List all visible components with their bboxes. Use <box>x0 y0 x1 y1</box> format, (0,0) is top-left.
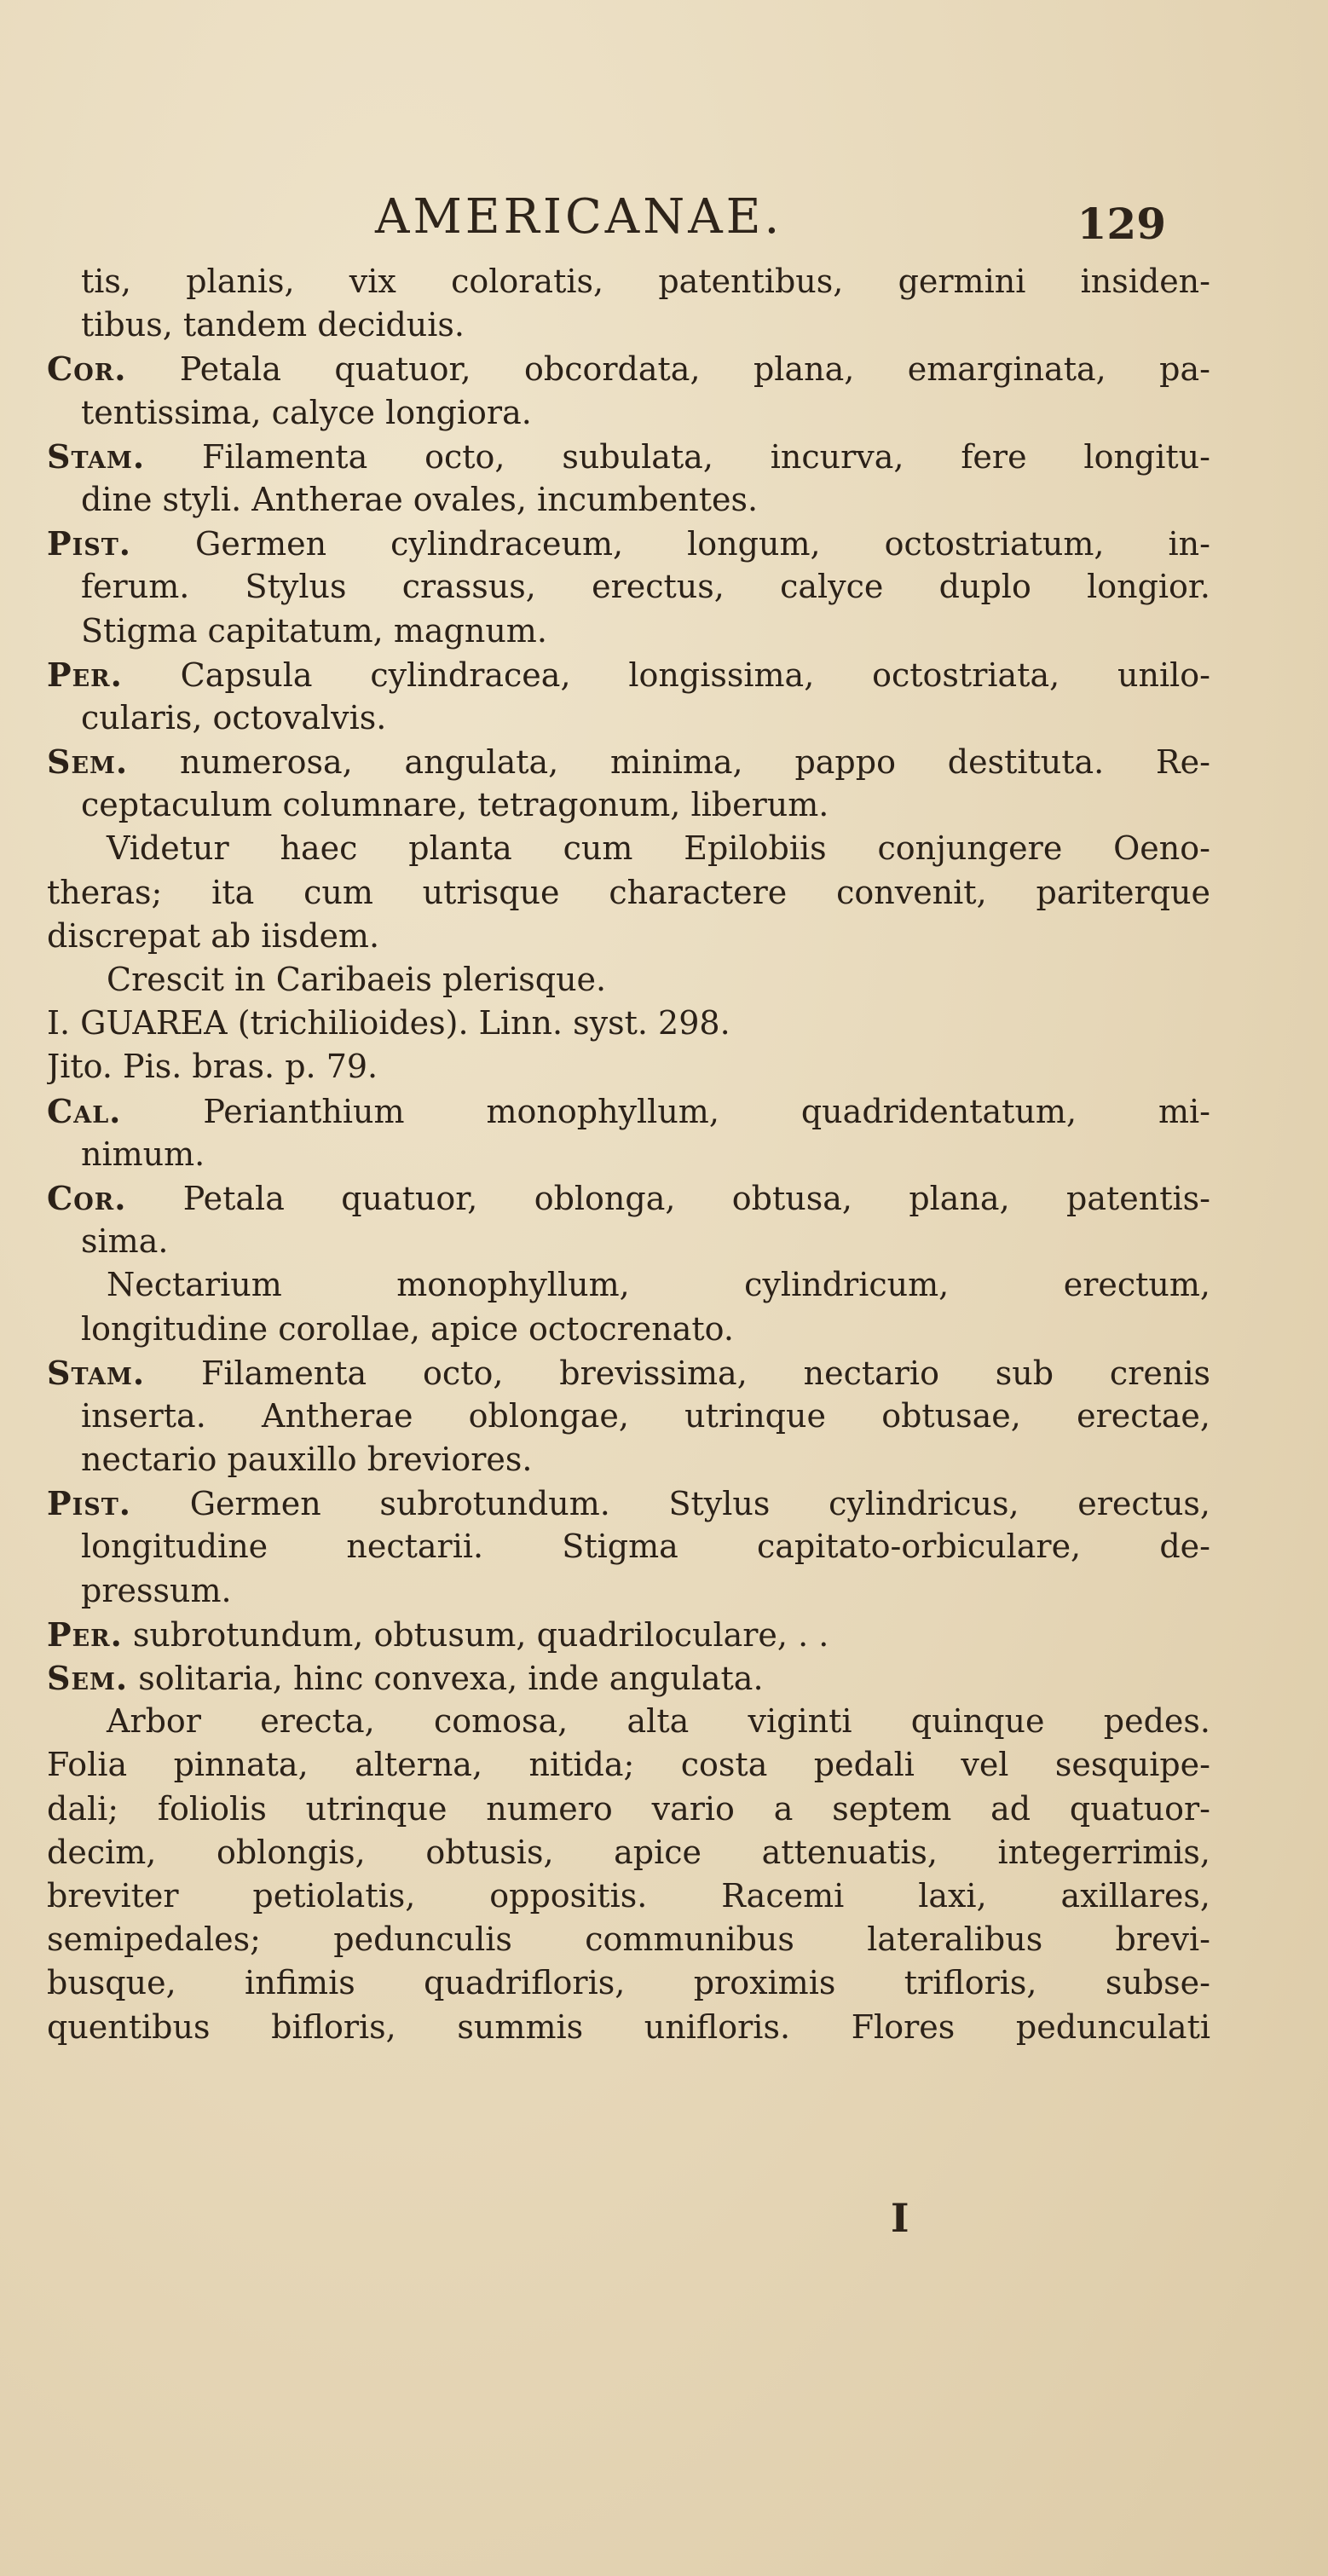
text-line <box>47 1351 1210 1395</box>
section-label: Stam. <box>47 436 146 476</box>
text-line <box>47 1700 1210 1743</box>
line-text: Videtur haec planta cum Epilobiis conjungere Oeno- <box>107 829 1210 868</box>
text-line <box>47 522 1210 565</box>
text-line <box>47 1525 1210 1568</box>
line-text: Perianthium monophyllum, quadridentatum, mi- <box>121 1092 1210 1130</box>
line-text: Germen cylindraceum, longum, octostriatum, in- <box>131 525 1210 563</box>
line-text: Filamenta octo, brevissima, nectario sub crenis <box>145 1354 1210 1392</box>
text-line <box>47 303 1210 347</box>
text-line <box>47 1133 1210 1176</box>
page-number: 129 <box>1077 199 1166 249</box>
text-line <box>47 1263 1210 1307</box>
line-text: pressum. <box>81 1571 232 1609</box>
text-line <box>47 1438 1210 1481</box>
text-line <box>47 2006 1210 2049</box>
text-body <box>47 260 1210 2049</box>
line-text: tis, planis, vix coloratis, patentibus, germini insiden- <box>81 263 1210 300</box>
text-line <box>47 696 1210 740</box>
line-text: discrepat ab iisdem. <box>47 916 380 955</box>
line-text: Petala quatuor, oblonga, obtusa, plana, patentis- <box>126 1179 1210 1217</box>
text-line <box>47 1395 1210 1438</box>
line-text: solitaria, hinc convexa, inde angulata. <box>128 1660 764 1697</box>
text-line <box>47 740 1210 783</box>
text-line <box>47 1176 1210 1220</box>
text-line <box>47 435 1210 478</box>
text-line <box>47 1089 1210 1133</box>
text-line <box>47 653 1210 696</box>
section-label: Stam. <box>47 1353 146 1392</box>
line-text: numerosa, angulata, minima, pappo destituta. Re- <box>128 743 1210 782</box>
running-title: AMERICANAE. <box>375 189 783 245</box>
line-text: dali; foliolis utrinque numero vario a septem ad quatuor- <box>47 1789 1210 1828</box>
section-label: Per. <box>47 655 123 694</box>
line-text: I. GUAREA (trichilioides). Linn. syst. 298. <box>47 1004 730 1043</box>
section-label: Cal. <box>47 1091 122 1130</box>
section-label: Pist. <box>47 1484 132 1523</box>
line-text: ceptaculum columnare, tetragonum, liberum. <box>81 786 829 824</box>
line-text: Crescit in Caribaeis plerisque. <box>107 961 607 998</box>
line-text: tentissima, calyce longiora. <box>81 393 532 431</box>
text-line <box>47 783 1210 827</box>
line-text: Petala quatuor, obcordata, plana, emarginata, pa- <box>126 350 1210 389</box>
line-text: Folia pinnata, alterna, nitida; costa pedali vel sesquipe- <box>47 1746 1210 1784</box>
line-text: quentibus bifloris, summis unifloris. Flores pedunculati <box>47 2007 1210 2046</box>
line-text: Arbor erecta, comosa, alta viginti quinque pedes. <box>107 1702 1210 1741</box>
line-text: Stigma capitatum, magnum. <box>81 611 547 650</box>
line-text: ferum. Stylus crassus, erectus, calyce duplo longior. <box>81 568 1210 606</box>
line-text: tibus, tandem deciduis. <box>81 306 465 344</box>
section-label: Cor. <box>47 1178 127 1217</box>
line-text: longitudine nectarii. Stigma capitato-orbiculare, de- <box>81 1528 1210 1566</box>
line-text: Germen subrotundum. Stylus cylindricus, erectus, <box>131 1485 1210 1523</box>
text-line <box>47 609 1210 653</box>
text-line <box>47 827 1210 870</box>
line-text: subrotundum, obtusum, quadriloculare, . . <box>122 1615 829 1654</box>
text-line <box>47 1831 1210 1874</box>
text-line <box>47 871 1210 915</box>
line-text: Jito. Pis. bras. p. 79. <box>47 1048 378 1086</box>
line-text: longitudine corollae, apice octocrenato. <box>81 1309 734 1348</box>
page-header <box>0 183 1328 251</box>
line-text: breviter petiolatis, oppositis. Racemi laxi, axillares, <box>47 1876 1210 1915</box>
line-text: Nectarium monophyllum, cylindricum, erectum, <box>107 1266 1210 1304</box>
line-text: inserta. Antherae oblongae, utrinque obtusae, erectae, <box>81 1396 1210 1435</box>
line-text: Capsula cylindracea, longissima, octostriata, unilo- <box>122 656 1210 694</box>
line-text: nimum. <box>81 1135 205 1173</box>
text-line <box>47 958 1210 1002</box>
text-line <box>47 1613 1210 1656</box>
signature-mark: I <box>891 2195 909 2241</box>
text-line <box>47 1743 1210 1787</box>
text-line <box>47 565 1210 609</box>
line-text: decim, oblongis, obtusis, apice attenuatis, integerrimis, <box>47 1833 1210 1871</box>
text-line <box>47 1308 1210 1351</box>
text-line <box>47 1002 1210 1045</box>
line-text: theras; ita cum utrisque charactere convenit, pariterque <box>47 873 1210 911</box>
text-line <box>47 1874 1210 1918</box>
section-label: Sem. <box>47 1659 129 1697</box>
text-line <box>47 1656 1210 1700</box>
text-line <box>47 1788 1210 1831</box>
line-text: cularis, octovalvis. <box>81 698 387 736</box>
text-line <box>47 1045 1210 1089</box>
text-line <box>47 1569 1210 1613</box>
text-line <box>47 347 1210 390</box>
line-text: dine styli. Antherae ovales, incumbentes. <box>81 480 759 518</box>
section-label: Cor. <box>47 349 127 389</box>
line-text: busque, infimis quadrifloris, proximis trifloris, subse- <box>47 1964 1210 2002</box>
line-text: sima. <box>81 1222 169 1261</box>
section-label: Pist. <box>47 524 132 563</box>
text-line <box>47 915 1210 958</box>
text-line <box>47 478 1210 522</box>
text-line <box>47 260 1210 303</box>
text-line <box>47 391 1210 435</box>
text-line <box>47 1961 1210 2005</box>
section-label: Per. <box>47 1614 123 1654</box>
line-text: nectario pauxillo breviores. <box>81 1441 533 1479</box>
text-line <box>47 1481 1210 1525</box>
line-text: Filamenta octo, subulata, incurva, fere longitu- <box>145 437 1210 476</box>
text-line <box>47 1220 1210 1263</box>
section-label: Sem. <box>47 742 129 782</box>
text-line <box>47 1918 1210 1961</box>
line-text: semipedales; pedunculis communibus lateralibus brevi- <box>47 1920 1210 1959</box>
